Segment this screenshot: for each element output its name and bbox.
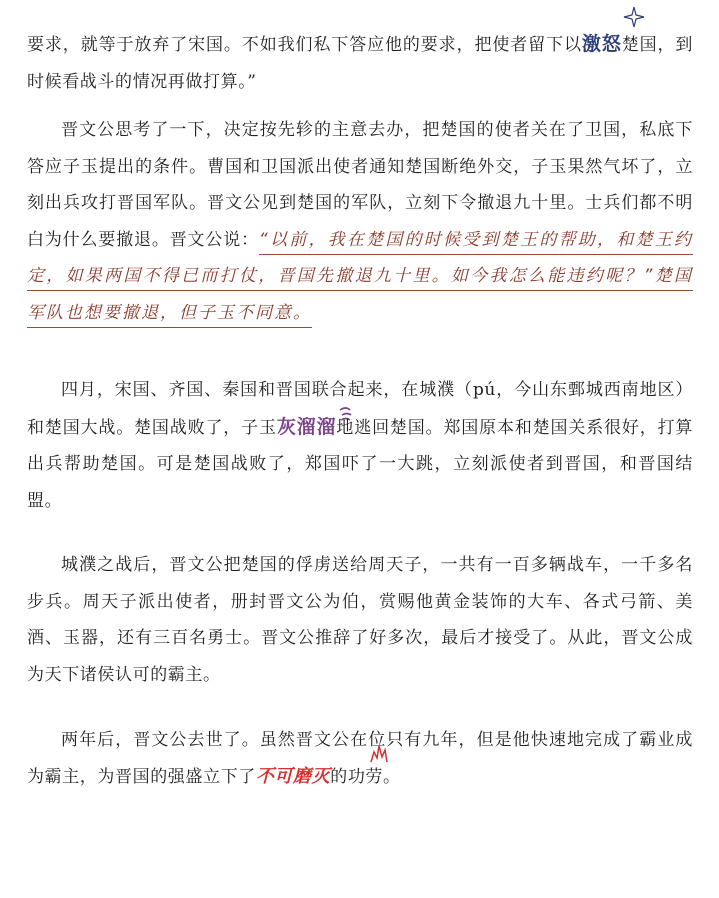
paragraph-1	[27, 26, 693, 100]
sparkle-icon	[623, 6, 645, 28]
handwritten-quote-1: “以前，我在楚国的时候受到楚王	[259, 230, 539, 255]
paragraph-4	[27, 547, 693, 693]
paragraph-4-text: 城濮之战后，晋文公把楚国的俘虏送给周天子，一共有一百多辆战车，一千多名步兵。周天子派出使者，册封晋文公为伯，赏赐他黄金装饰的大车、各式弓箭、美酒、玉器，还有三百名勇士。晋文公推辞了好多次，最后才接受了。从此，晋文公成为天下诸侯认可的霸主。	[27, 555, 693, 685]
paragraph-2-text: 晋文公思考了一下，决定按先轸的主意去办，把楚国的使者关在了卫国，私底下答应子玉提出的条件。曹国和卫国派出使者通知楚国断绝外交，子玉果然气坏了，立刻出兵攻打晋国军队。晋文公见到楚国的军队，立刻下令撤退九十里。士兵们都不明白为什么要撤退。晋文公说：	[27, 120, 693, 250]
paragraph-3	[27, 372, 693, 519]
handwritten-quote-2: 的帮助，和楚王约定，如果两国不得已而打仗，晋国先撤退九十里。如今我怎	[27, 230, 693, 292]
paragraph-3-text-b: 地逃回楚国。郑国原本和楚国关系很好，打算出兵帮助楚国。可是楚国战败了，郑国吓了一大跳，立刻派使者到晋国，和晋国结盟。	[27, 417, 694, 511]
handwritten-quote-3: 么能违约呢？”楚国军队也想要撤退，但子玉不同意。	[27, 266, 693, 328]
paragraph-5-text-b: 的功劳。	[330, 766, 401, 787]
paragraph-5-text-a: 两年后，晋文公去世了。虽然晋文公在位只有九年，但是他快速地完成了霸业成为霸主，为晋国的强盛立下了	[27, 730, 693, 787]
paragraph-2	[27, 112, 693, 331]
emphasis-word-jinu: 激怒	[581, 33, 622, 55]
emphasis-word-bukemomie: 不可磨灭	[255, 765, 331, 787]
paragraph-5	[27, 722, 693, 795]
paragraph-1-text-a: 要求，就等于放弃了宋国。不如我们私下答应他的要求，把使者留下以	[27, 35, 582, 55]
emphasis-word-huiliuliu: 灰溜溜	[276, 415, 337, 438]
paragraph-3-text-a: 四月，宋国、齐国、秦国和晋国联合起来，在城濮（pú，今山东鄄城西南地区）和楚国大战。楚国战败了，子玉	[27, 380, 693, 438]
paragraph-1-text-b: 楚国，到时候看战斗的情况再做打算。”	[27, 35, 694, 92]
